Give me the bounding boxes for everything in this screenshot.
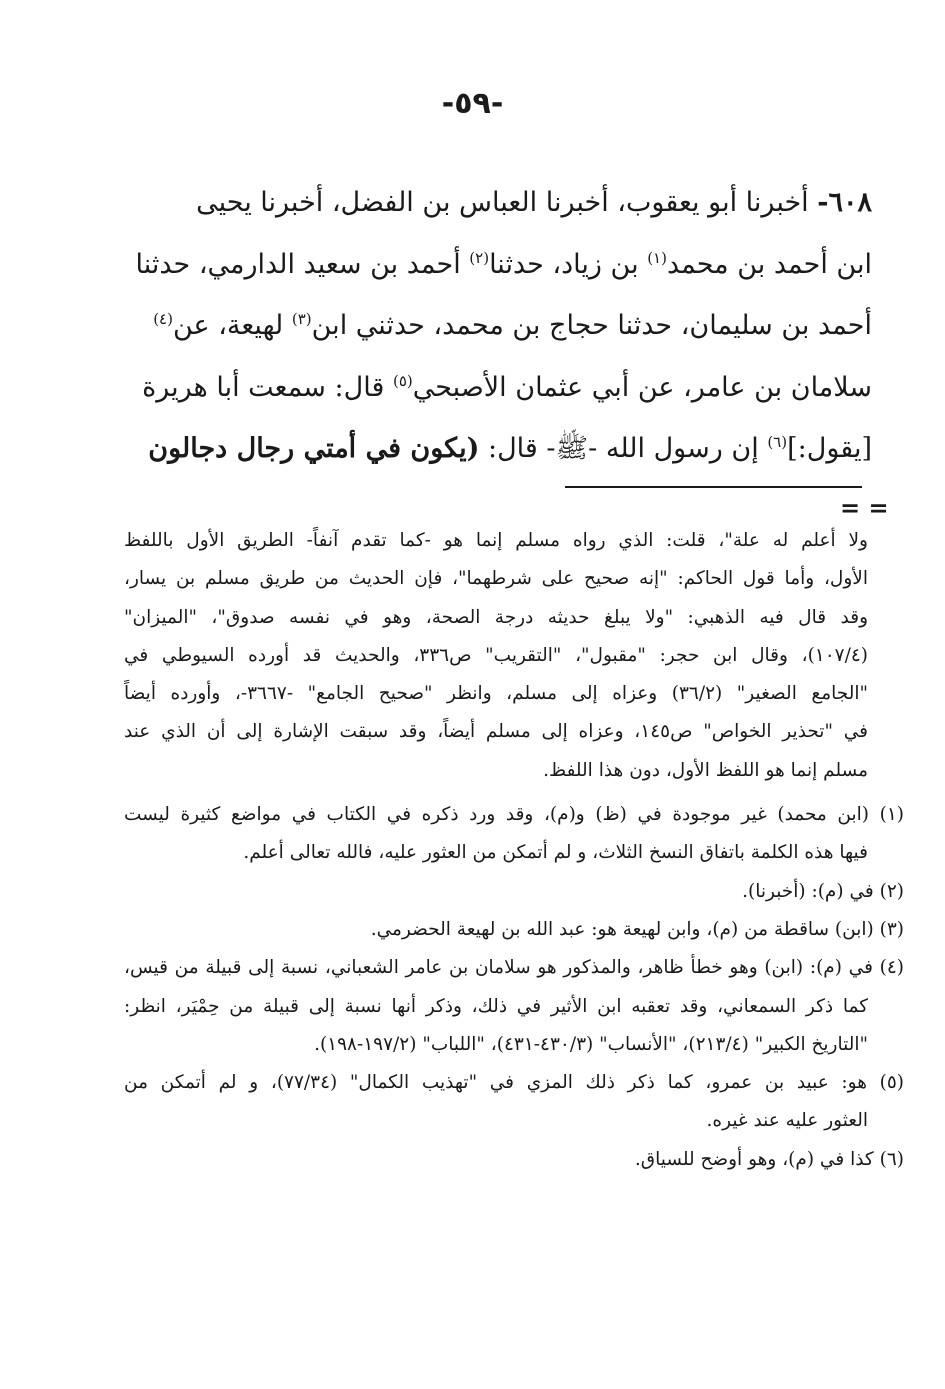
footnote-continuation-line: مسلم إنما هو اللفظ الأول، دون هذا اللفظ. [543,759,868,781]
footnote-2: (٢) في (م): (أخبرنا). [742,880,904,902]
footnote-continuation-line: "الجامع الصغير" (٣٦/٢) وعزاه إلى مسلم، وانظر "صحيح الجامع" -٣٦٦٧-، وأورده أيضاً [124,683,868,705]
footnote-4: (٤) في (م): (ابن) وهو خطأ ظاهر، والمذكور هو سلامان بن عامر الشعباني، نسبة إلى قبيلة من قيس، [124,957,904,979]
footnote-1: (١) (ابن محمد) غير موجودة في (ظ) و(م)، وقد ورد ذكره في الكتاب في مواضع كثيرة ليست [124,804,904,826]
footnote-continuation-line: في "تحذير الخواص" ص١٤٥، وعزاه إلى مسلم أيضاً، وقد سبقت الإشارة إلى أن الذي عند [124,721,868,743]
footnote-1-continued: فيها هذه الكلمة باتفاق النسخ الثلاث، و لم أتمكن من العثور عليه، فالله تعالى أعلم. [243,842,868,864]
footnote-4-continued: كما ذكر السمعاني، وقد تعقبه ابن الأثير في ذلك، وذكر أنها نسبة إلى قبيلة من حِمْيَر، انظر: [124,995,868,1017]
footnote-6: (٦) كذا في (م)، وهو أوضح للسياق. [634,1148,904,1170]
hadith-line [112,357,872,419]
footnote-separator [565,486,862,488]
hadith-line [112,234,872,296]
prophetic-saying: (يكون في أمتي رجال دجالون [148,433,480,464]
footnote-4-continued: "التاريخ الكبير" (٢١٣/٤)، "الأنساب" (٤٣٠/٣-٤٣١)، "اللباب" (١٩٧/٢-١٩٨). [314,1033,868,1055]
hadith-text-segment: قال: سمعت أبا هريرة [142,371,385,403]
footnote-ref[interactable]: (٣) [291,310,312,328]
footnote-continuation-line: ولا أعلم له علة"، قلت: الذي رواه مسلم إنما هو -كما تقدم آنفاً- الطريق الأول باللفظ [124,530,868,551]
footnote-ref[interactable]: (٥) [392,371,413,390]
hadith-text-segment: إن رسول الله -ﷺ- قال: [487,433,759,464]
hadith-text-segment: سلامان بن عامر، عن أبي عثمان الأصبحي [412,371,872,403]
hadith-text-segment: أخبرنا أبو يعقوب، أخبرنا العباس بن الفضل، أخبرنا يحيى [196,187,809,218]
footnote-ref[interactable]: (٢) [469,248,490,267]
footnote-continuation-line: (١٠٧/٤)، وقال ابن حجر: "مقبول"، "التقريب" ص٣٣٦، والحديث قد أورده السيوطي في [124,644,868,666]
footnotes [124,522,904,1179]
footnote-continuation-line: الأول، وأما قول الحاكم: "إنه صحيح على شرطهما"، فإن الحديث من طريق مسلم بن يسار، [124,568,868,590]
hadith-line [112,418,872,480]
footnote-5: (٥) هو: عبيد بن عمرو، كما ذكر ذلك المزي في "تهذيب الكمال" (٧٧/٣٤)، و لم أتمكن من [124,1072,904,1094]
footnote-ref[interactable]: (٦) [767,433,788,451]
hadith-text [112,172,872,480]
hadith-text-segment: أحمد بن سليمان، حدثنا حجاج بن محمد، حدثني ابن [311,310,872,341]
footnote-5-continued: العثور عليه عند غيره. [706,1110,868,1132]
hadith-text-segment: [يقول:] [787,433,872,464]
footnote-ref[interactable]: (٤) [153,310,173,328]
continued-mark: = = [840,494,889,522]
hadith-text-segment: ابن أحمد بن محمد [666,248,872,280]
hadith-text-segment: أحمد بن سعيد الدارمي، حدثنا [135,248,461,280]
footnote-3: (٣) (ابن) ساقطة من (م)، وابن لهيعة هو: عبد الله بن لهيعة الحضرمي. [370,918,904,940]
hadith-line [112,295,872,357]
hadith-text-segment: لهيعة، عن [172,310,284,341]
hadith-number: ٦٠٨- [817,187,872,218]
hadith-line [112,172,872,234]
footnote-continuation-line: وقد قال فيه الذهبي: "ولا يبلغ حديثه درجة الصحة، وهو في نفسه صدوق"، "الميزان" [124,606,868,628]
footnote-ref[interactable]: (١) [647,248,667,267]
hadith-text-segment: بن زياد، حدثنا [489,248,639,280]
page-number: -٥٩- [441,86,504,121]
